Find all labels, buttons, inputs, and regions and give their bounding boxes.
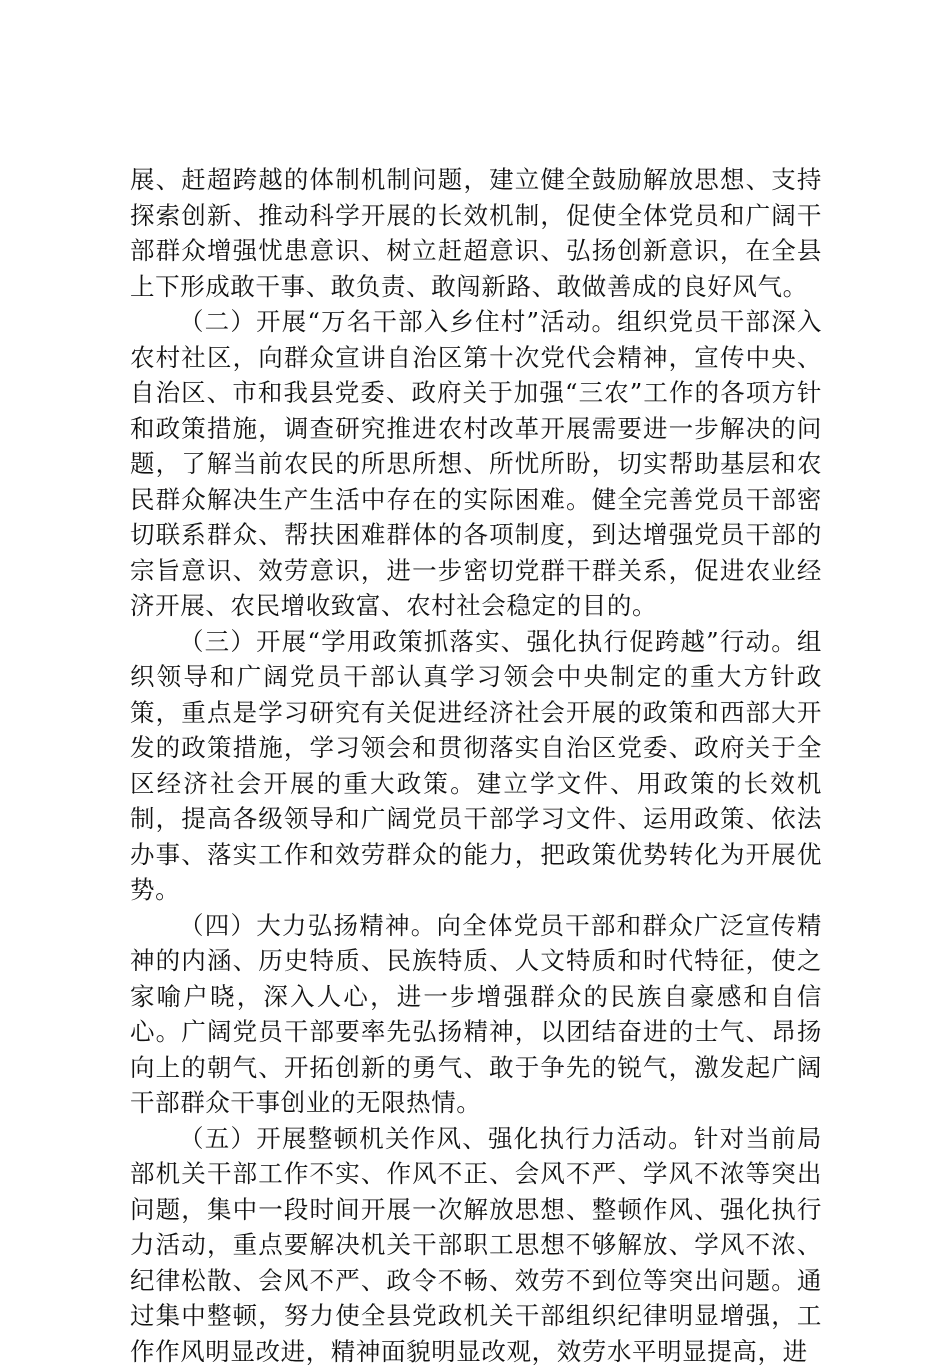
paragraph-section-2: （二）开展“万名干部入乡住村”活动。组织党员干部深入农村社区，向群众宣讲自治区第十次党代会精神，宣传中央、自治区、市和我县党委、政府关于加强“三农”工作的各项方针和政策措施，调查研究推进农村改革开展需要进一步解决的问题，了解当前农民的所思所想、所忧所盼，切实帮助基层和农民群众解决生产生活中存在的实际困难。健全完善党员干部密切联系群众、帮扶困难群体的各项制度，到达增强党员干部的宗旨意识、效劳意识，进一步密切党群干群关系，促进农业经济开展、农民增收致富、农村社会稳定的目的。 xyxy=(130,304,822,624)
paragraph-section-3: （三）开展“学用政策抓落实、强化执行促跨越”行动。组织领导和广阔党员干部认真学习领会中央制定的重大方针政策，重点是学习研究有关促进经济社会开展的政策和西部大开发的政策措施，学习领会和贯彻落实自治区党委、政府关于全区经济社会开展的重大政策。建立学文件、用政策的长效机制，提高各级领导和广阔党员干部学习文件、运用政策、依法办事、落实工作和效劳群众的能力，把政策优势转化为开展优势。 xyxy=(130,624,822,908)
paragraph-section-5: （五）开展整顿机关作风、强化执行力活动。针对当前局部机关干部工作不实、作风不正、会风不严、学风不浓等突出问题，集中一段时间开展一次解放思想、整顿作风、强化执行力活动，重点要解决机关干部职工思想不够解放、学风不浓、纪律松散、会风不严、政令不畅、效劳不到位等突出问题。通过集中整顿，努力使全县党政机关干部组织纪律明显增强，工作作风明显改进，精神面貌明显改观，效劳水平明显提高，进 xyxy=(130,1121,822,1369)
body-text xyxy=(130,162,822,1369)
paragraph-section-4: （四）大力弘扬精神。向全体党员干部和群众广泛宣传精神的内涵、历史特质、民族特质、人文特质和时代特征，使之家喻户晓，深入人心，进一步增强群众的民族自豪感和自信心。广阔党员干部要率先弘扬精神，以团结奋进的士气、昂扬向上的朝气、开拓创新的勇气、敢于争先的锐气，激发起广阔干部群众干事创业的无限热情。 xyxy=(130,908,822,1121)
paragraph-continuation: 展、赶超跨越的体制机制问题，建立健全鼓励解放思想、支持探索创新、推动科学开展的长效机制，促使全体党员和广阔干部群众增强忧患意识、树立赶超意识、弘扬创新意识，在全县上下形成敢干事、敢负责、敢闯新路、敢做善成的良好风气。 xyxy=(130,162,822,304)
